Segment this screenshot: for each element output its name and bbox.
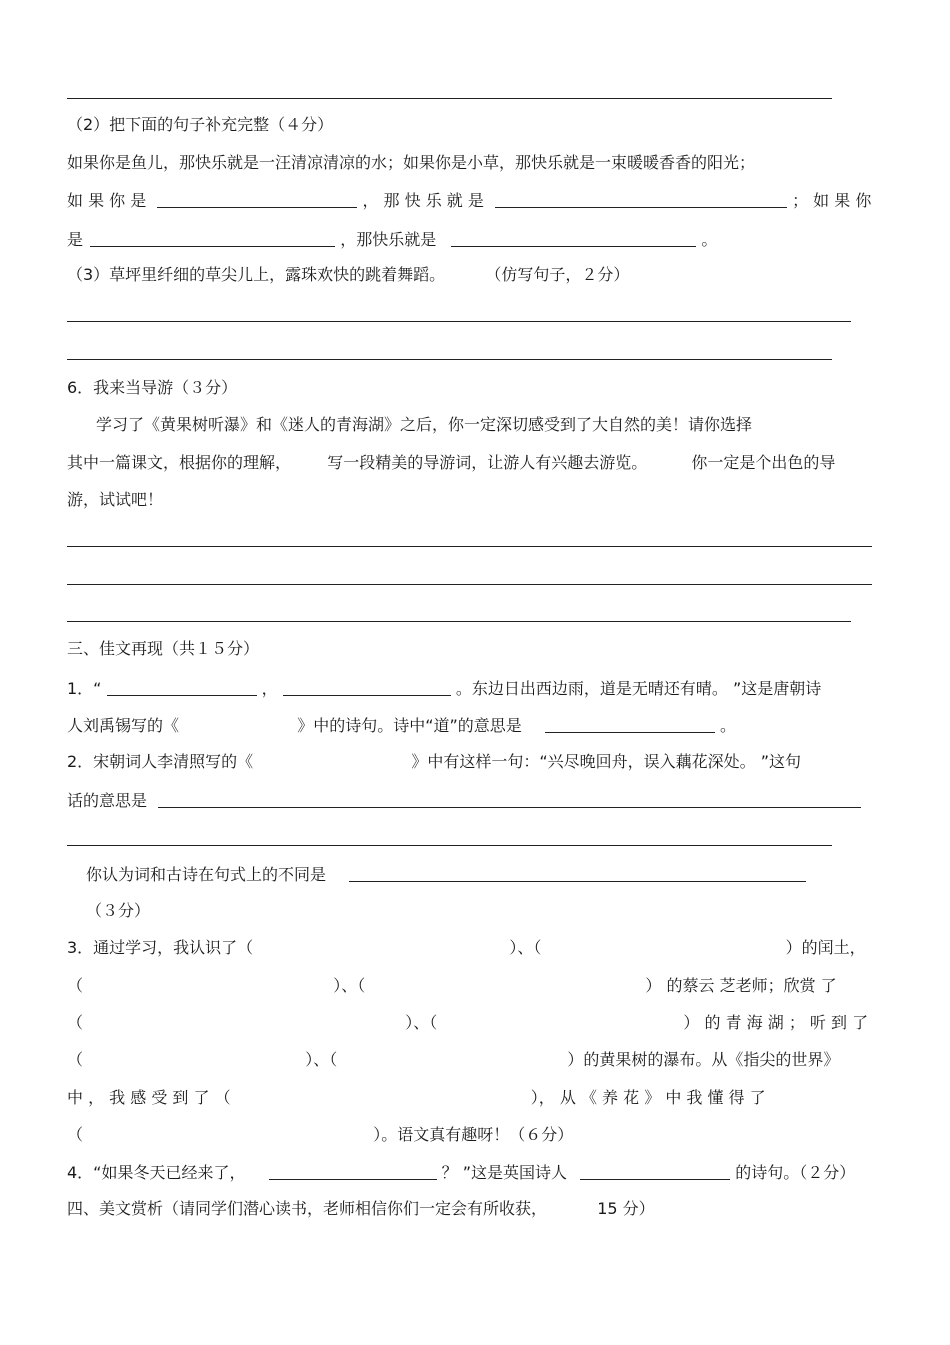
- fill-blank[interactable]: [451, 228, 696, 247]
- answer-line[interactable]: [67, 321, 851, 322]
- s3-text: 》中的诗句。诗中“道”的意思是: [297, 716, 522, 735]
- q3-heading: [67, 264, 629, 286]
- answer-line[interactable]: [67, 845, 832, 846]
- q6-para: [67, 452, 835, 474]
- s3-text: 话的意思是: [67, 791, 148, 810]
- s3-text: ，: [261, 679, 278, 698]
- s3-text: ）， 从 《 养 花 》 中 我 懂 得 了: [530, 1088, 766, 1107]
- s3-item2-line3: [86, 863, 806, 885]
- fill-blank[interactable]: [90, 228, 335, 247]
- s3-text: 的诗句。（２分）: [735, 1163, 856, 1182]
- s3-text: 3．通过学习，我认识了（: [67, 938, 254, 957]
- q2-text: ； 如 果 你: [792, 191, 872, 210]
- fill-blank[interactable]: [580, 1161, 730, 1180]
- fill-blank[interactable]: [495, 189, 787, 208]
- s3-text: （: [67, 1013, 84, 1032]
- q2-text: ，那快乐就是: [340, 230, 437, 249]
- s3-text: ？ ”这是英国诗人: [441, 1163, 568, 1182]
- answer-line[interactable]: [67, 584, 872, 585]
- q2-fill-line2: [67, 228, 717, 250]
- fill-blank[interactable]: [107, 677, 257, 696]
- section4-heading: [67, 1198, 655, 1220]
- s3-text: （: [67, 976, 84, 995]
- section3-heading: 三、佳文再现（共１５分）: [67, 639, 260, 658]
- s3-text: （: [67, 1125, 84, 1144]
- s3-text: ）、（: [305, 1050, 338, 1069]
- q6-text: 写一段精美的导游词，让游人有兴趣去游览。: [327, 453, 648, 472]
- q2-fill-line1: [67, 189, 871, 211]
- q6-heading: 6．我来当导游（３分）: [67, 378, 238, 397]
- q2-text: 。: [701, 230, 718, 249]
- s3-item3-line6: [67, 1124, 573, 1146]
- s3-text: ） 的 青 海 湖 ； 听 到 了: [683, 1013, 869, 1032]
- s4-text: 四、美文赏析（请同学们潜心读书，老师相信你们一定会有所收获，: [67, 1199, 548, 1218]
- q2-text: 如 果 你 是: [67, 191, 147, 210]
- fill-blank[interactable]: [283, 677, 451, 696]
- q6-para: 学习了《黄果树听瀑》和《迷人的青海湖》之后，你一定深切感受到了大自然的美！请你选择: [96, 415, 753, 434]
- s3-text: ）、（: [405, 1013, 438, 1032]
- s3-text: ）、（: [333, 976, 366, 995]
- s3-item2-line1: [67, 751, 801, 773]
- s3-item2-score: （３分）: [86, 901, 151, 920]
- s3-text: （: [67, 1050, 84, 1069]
- s3-text: ）的闰土，: [785, 938, 866, 957]
- q6-text: 其中一篇课文，根据你的理解，: [67, 453, 292, 472]
- s3-text: 。: [719, 716, 736, 735]
- s3-text: 中 ， 我 感 受 到 了 （: [67, 1088, 231, 1107]
- fill-blank[interactable]: [269, 1161, 437, 1180]
- q2-text: 是: [67, 230, 84, 249]
- answer-line[interactable]: [67, 98, 832, 99]
- q2-heading: （2）把下面的句子补充完整（４分）: [67, 115, 334, 134]
- s3-item3-line4: [67, 1049, 839, 1071]
- s3-item1-line1: [67, 677, 821, 699]
- s3-item3-line1: [67, 937, 866, 959]
- s3-text: 你认为词和古诗在句式上的不同是: [86, 865, 327, 884]
- s4-score: 15 分）: [597, 1199, 655, 1218]
- s3-text: 4．“如果冬天已经来了，: [67, 1163, 246, 1182]
- s3-item3-line3: [67, 1012, 868, 1034]
- s3-item2-line2: [67, 789, 861, 811]
- s3-text: ） 的蔡云 芝老师；欣赏 了: [645, 976, 837, 995]
- s3-text: ）、（: [509, 938, 542, 957]
- s3-text: 。东边日出西边雨，道是无晴还有晴。 ”这是唐朝诗: [455, 679, 822, 698]
- s3-text: ）的黄果树的瀑布。从《指尖的世界》: [567, 1050, 840, 1069]
- s3-text: ）。语文真有趣呀！（６分）: [373, 1125, 574, 1144]
- fill-blank[interactable]: [545, 714, 715, 733]
- answer-line[interactable]: [67, 359, 832, 360]
- s3-text: 》中有这样一句：“兴尽晚回舟，误入藕花深处。 ”这句: [411, 752, 802, 771]
- s3-item1-line2: [67, 714, 736, 736]
- s3-text: 1．“: [67, 679, 102, 698]
- s3-text: 2．宋朝词人李清照写的《: [67, 752, 254, 771]
- s3-item4: [67, 1161, 855, 1183]
- fill-blank[interactable]: [158, 789, 861, 808]
- answer-line[interactable]: [67, 546, 872, 547]
- s3-item3-line2: [67, 975, 837, 997]
- q6-para: 游，试试吧！: [67, 490, 164, 509]
- q2-example: 如果你是鱼儿，那快乐就是一汪清凉清凉的水；如果你是小草，那快乐就是一束暖暖香香的阳光；: [67, 153, 756, 172]
- s3-item3-line5: [67, 1087, 766, 1109]
- fill-blank[interactable]: [157, 189, 357, 208]
- answer-line[interactable]: [67, 621, 851, 622]
- fill-blank[interactable]: [349, 863, 806, 882]
- q3-text: （3）草坪里纤细的草尖儿上，露珠欢快的跳着舞蹈。: [67, 265, 446, 284]
- s3-text: 人刘禹锡写的《: [67, 716, 180, 735]
- q2-text: ， 那 快 乐 就 是: [362, 191, 484, 210]
- q6-text: 你一定是个出色的导: [691, 453, 836, 472]
- q3-note: （仿写句子，２分）: [485, 265, 630, 284]
